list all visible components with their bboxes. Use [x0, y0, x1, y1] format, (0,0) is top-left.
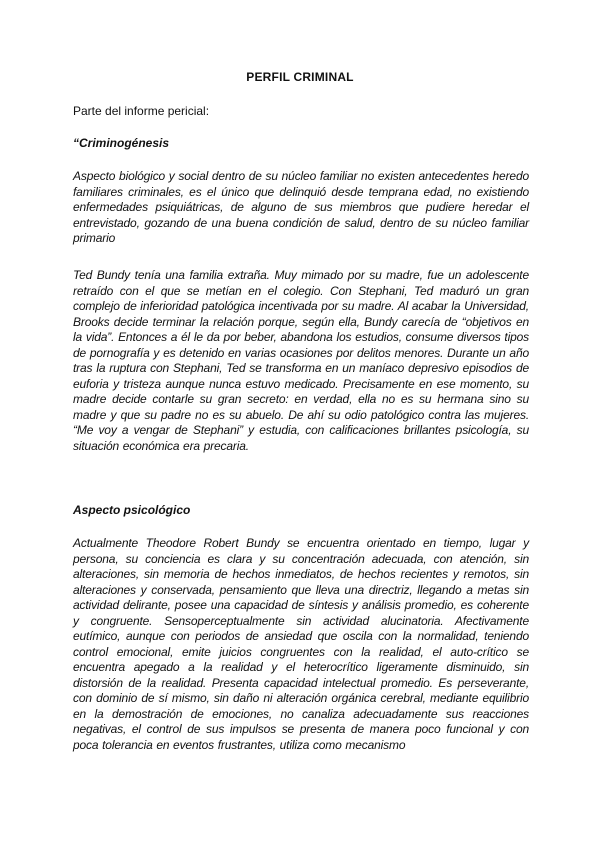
- document-title: PERFIL CRIMINAL: [246, 70, 354, 84]
- paragraph-biological-aspect: Aspecto biológico y social dentro de su núcleo familiar no existen antecedentes heredo familiares criminales, es el único que delinquió desde temprana edad, no existiendo enfermedades psiquiátricas, de alguno de sus miembros que pudiere heredar el entrevistado, gozando de una buena condición de salud, dentro de su núcleo familiar primario: [73, 169, 529, 245]
- paragraph-family-history: Ted Bundy tenía una familia extraña. Muy mimado por su madre, fue un adolescente retraído con el que se metían en el colegio. Con Stephani, Ted maduró un gran complejo de inferioridad patológica incentivada por su madre. Al acabar la Universidad, Brooks decide terminar la relación porque, según ella, Bundy carecía de “objetivos en la vida”. Entonces a él le da por beber, abandona los estudios, consume diversos tipos de pornografía y es detenido en varias ocasiones por delitos menores. Durante un año tras la ruptura con Stephani, Ted se transforma en un maníaco depresivo episodios de euforia y tristeza aunque nunca estuvo medicado. Precisamente en ese momento, su madre decide contarle su gran secreto: en verdad, ella no es su hermana sino su madre y que su padre no es su abuelo. De ahí su odio patológico contra las mujeres. “Me voy a vengar de Stephani” y estudia, con calificaciones brillantes psicología, su situación económica era precaria.: [73, 268, 529, 453]
- intro-text: Parte del informe pericial:: [73, 104, 210, 118]
- section-heading-criminogenesis: “Criminogénesis: [73, 136, 170, 150]
- section-heading-psychological-aspect: Aspecto psicológico: [73, 503, 191, 517]
- paragraph-psychological-assessment: Actualmente Theodore Robert Bundy se encuentra orientado en tiempo, lugar y persona, su conciencia es clara y su concentración adecuada, con atención, sin alteraciones, sin memoria de hechos inmediatos, de hechos recientes y remotos, sin alteraciones y conservada, pensamiento que lleva una directriz, llegando a metas sin actividad delirante, posee una capacidad de síntesis y análisis promedio, es coherente y congruente. Sensoperceptualmente sin actividad alucinatoria. Afectivamente eutímico, aunque con periodos de ansiedad que oscila con la normalidad, teniendo control emocional, emite juicios congruentes con la realidad, el auto-crítico se encuentra apegado a la realidad y el heterocrítico ligeramente disminuido, sin distorsión de la realidad. Presenta capacidad intelectual promedio. Es perseverante, con dominio de sí mismo, sin daño ni alteración orgánica cerebral, mediante equilibrio en la demostración de emociones, no canaliza adecuadamente sus reacciones negativas, el control de sus impulsos se presenta de manera poco funcional y con poca tolerancia en eventos frustrantes, utiliza como mecanismo: [73, 536, 529, 752]
